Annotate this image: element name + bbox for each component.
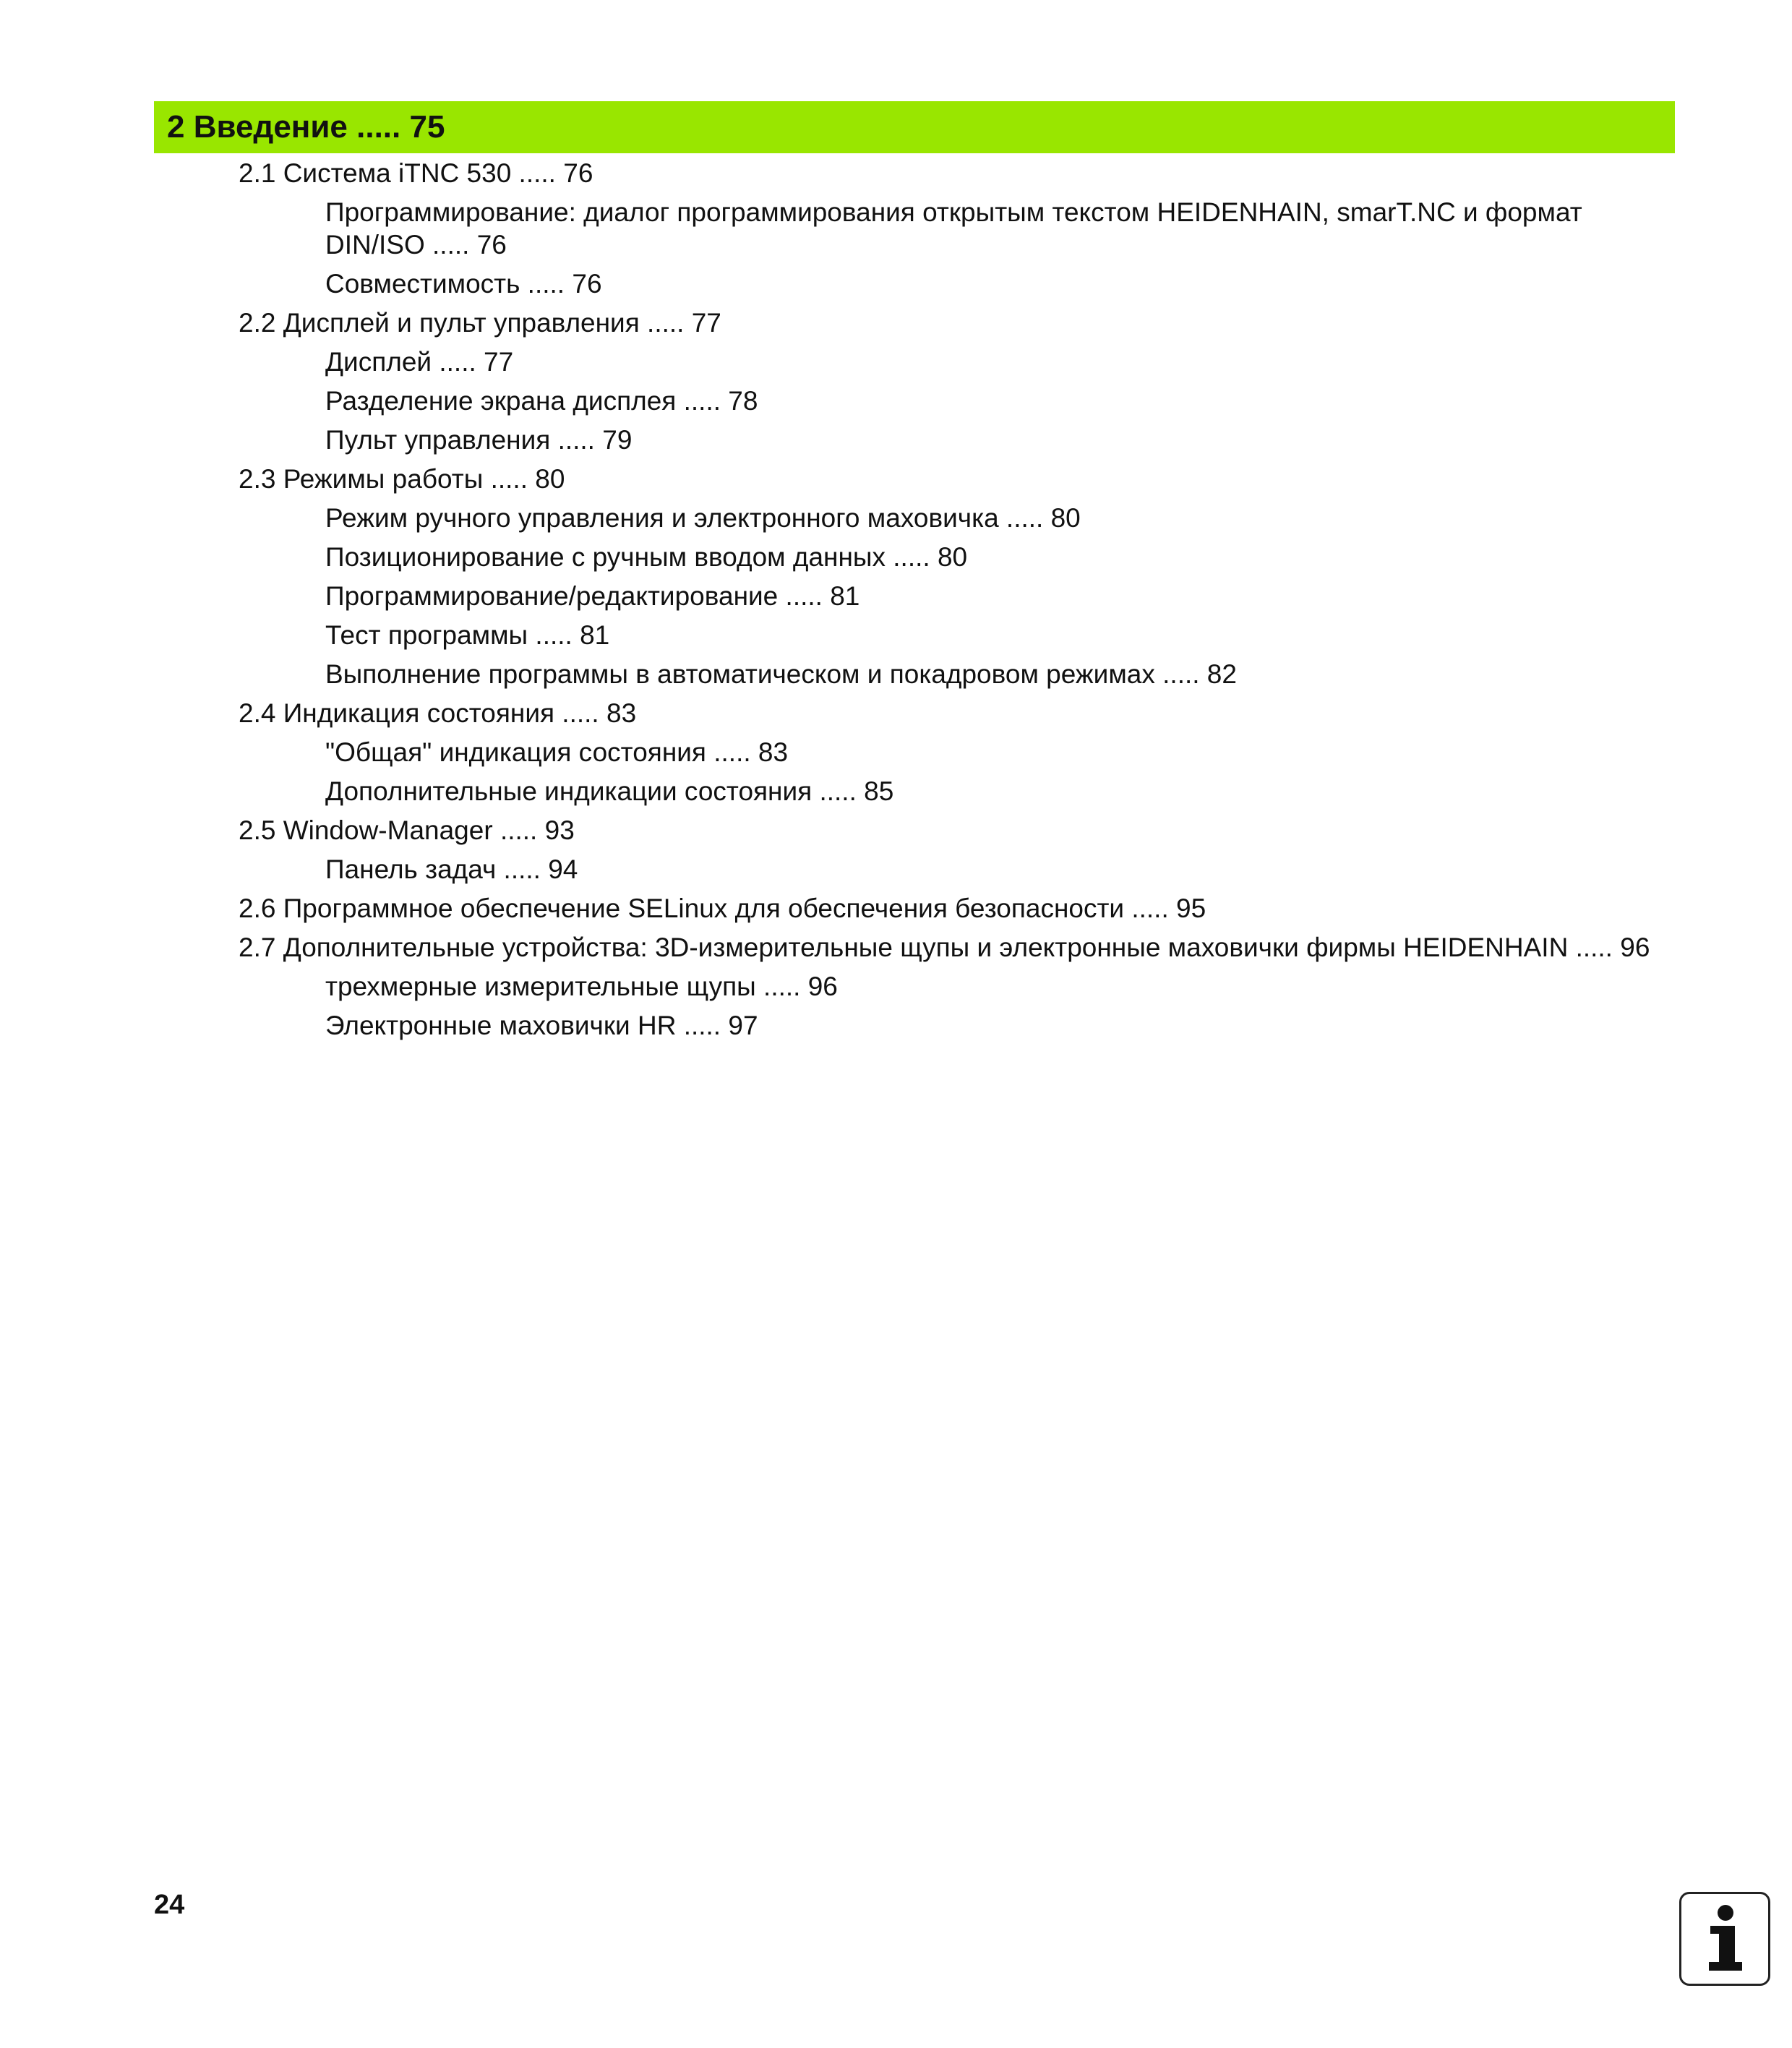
toc-subsection-link[interactable]: трехмерные измерительные щупы ..... 96 <box>325 972 838 1001</box>
chapter-title[interactable]: 2 Введение ..... 75 <box>167 109 445 145</box>
chapter-header-bar <box>154 101 1675 153</box>
toc-subsection-link[interactable]: Панель задач ..... 94 <box>325 854 578 884</box>
toc-subsection-link[interactable]: Совместимость ..... 76 <box>325 269 602 299</box>
toc-subsection-link[interactable]: Дисплей ..... 77 <box>325 347 514 377</box>
toc-subsection-link[interactable]: "Общая" индикация состояния ..... 83 <box>325 737 789 767</box>
toc-section-link[interactable]: 2.6 Программное обеспечение SELinux для обеспечения безопасности ..... 95 <box>239 894 1206 923</box>
page-number: 24 <box>154 1890 185 1920</box>
toc-section-link[interactable]: 2.1 Система iTNC 530 ..... 76 <box>239 158 593 188</box>
toc-section-link[interactable]: 2.4 Индикация состояния ..... 83 <box>239 698 637 728</box>
info-icon-glyph <box>1681 1894 1768 1984</box>
toc-subsection-link[interactable]: Пульт управления ..... 79 <box>325 425 633 455</box>
toc-subsection-link[interactable]: Выполнение программы в автоматическом и покадровом режимах ..... 82 <box>325 659 1237 689</box>
toc-subsection-link[interactable]: Тест программы ..... 81 <box>325 620 610 650</box>
toc-subsection-link[interactable]: Дополнительные индикации состояния ..... 85 <box>325 776 894 806</box>
table-of-contents <box>0 157 1792 1048</box>
toc-section-link[interactable]: 2.2 Дисплей и пульт управления ..... 77 <box>239 308 721 338</box>
toc-section-link[interactable]: 2.7 Дополнительные устройства: 3D-измерительные щупы и электронные маховички фирмы HEIDENHAIN ..... 96 <box>239 933 1650 962</box>
toc-section-link[interactable]: 2.3 Режимы работы ..... 80 <box>239 464 565 494</box>
toc-section-link[interactable]: 2.5 Window-Manager ..... 93 <box>239 815 575 845</box>
info-icon <box>1679 1892 1770 1986</box>
toc-subsection-link[interactable]: Режим ручного управления и электронного маховичка ..... 80 <box>325 503 1081 533</box>
toc-subsection-link[interactable]: Программирование: диалог программирования открытым текстом HEIDENHAIN, smarT.NC и формат DIN/ISO ..... 76 <box>325 197 1582 260</box>
toc-subsection-link[interactable]: Позиционирование с ручным вводом данных ..... 80 <box>325 542 968 572</box>
toc-subsection-link[interactable]: Разделение экрана дисплея ..... 78 <box>325 386 758 416</box>
toc-subsection-link[interactable]: Электронные маховички HR ..... 97 <box>325 1011 758 1040</box>
toc-subsection-link[interactable]: Программирование/редактирование ..... 81 <box>325 581 860 611</box>
